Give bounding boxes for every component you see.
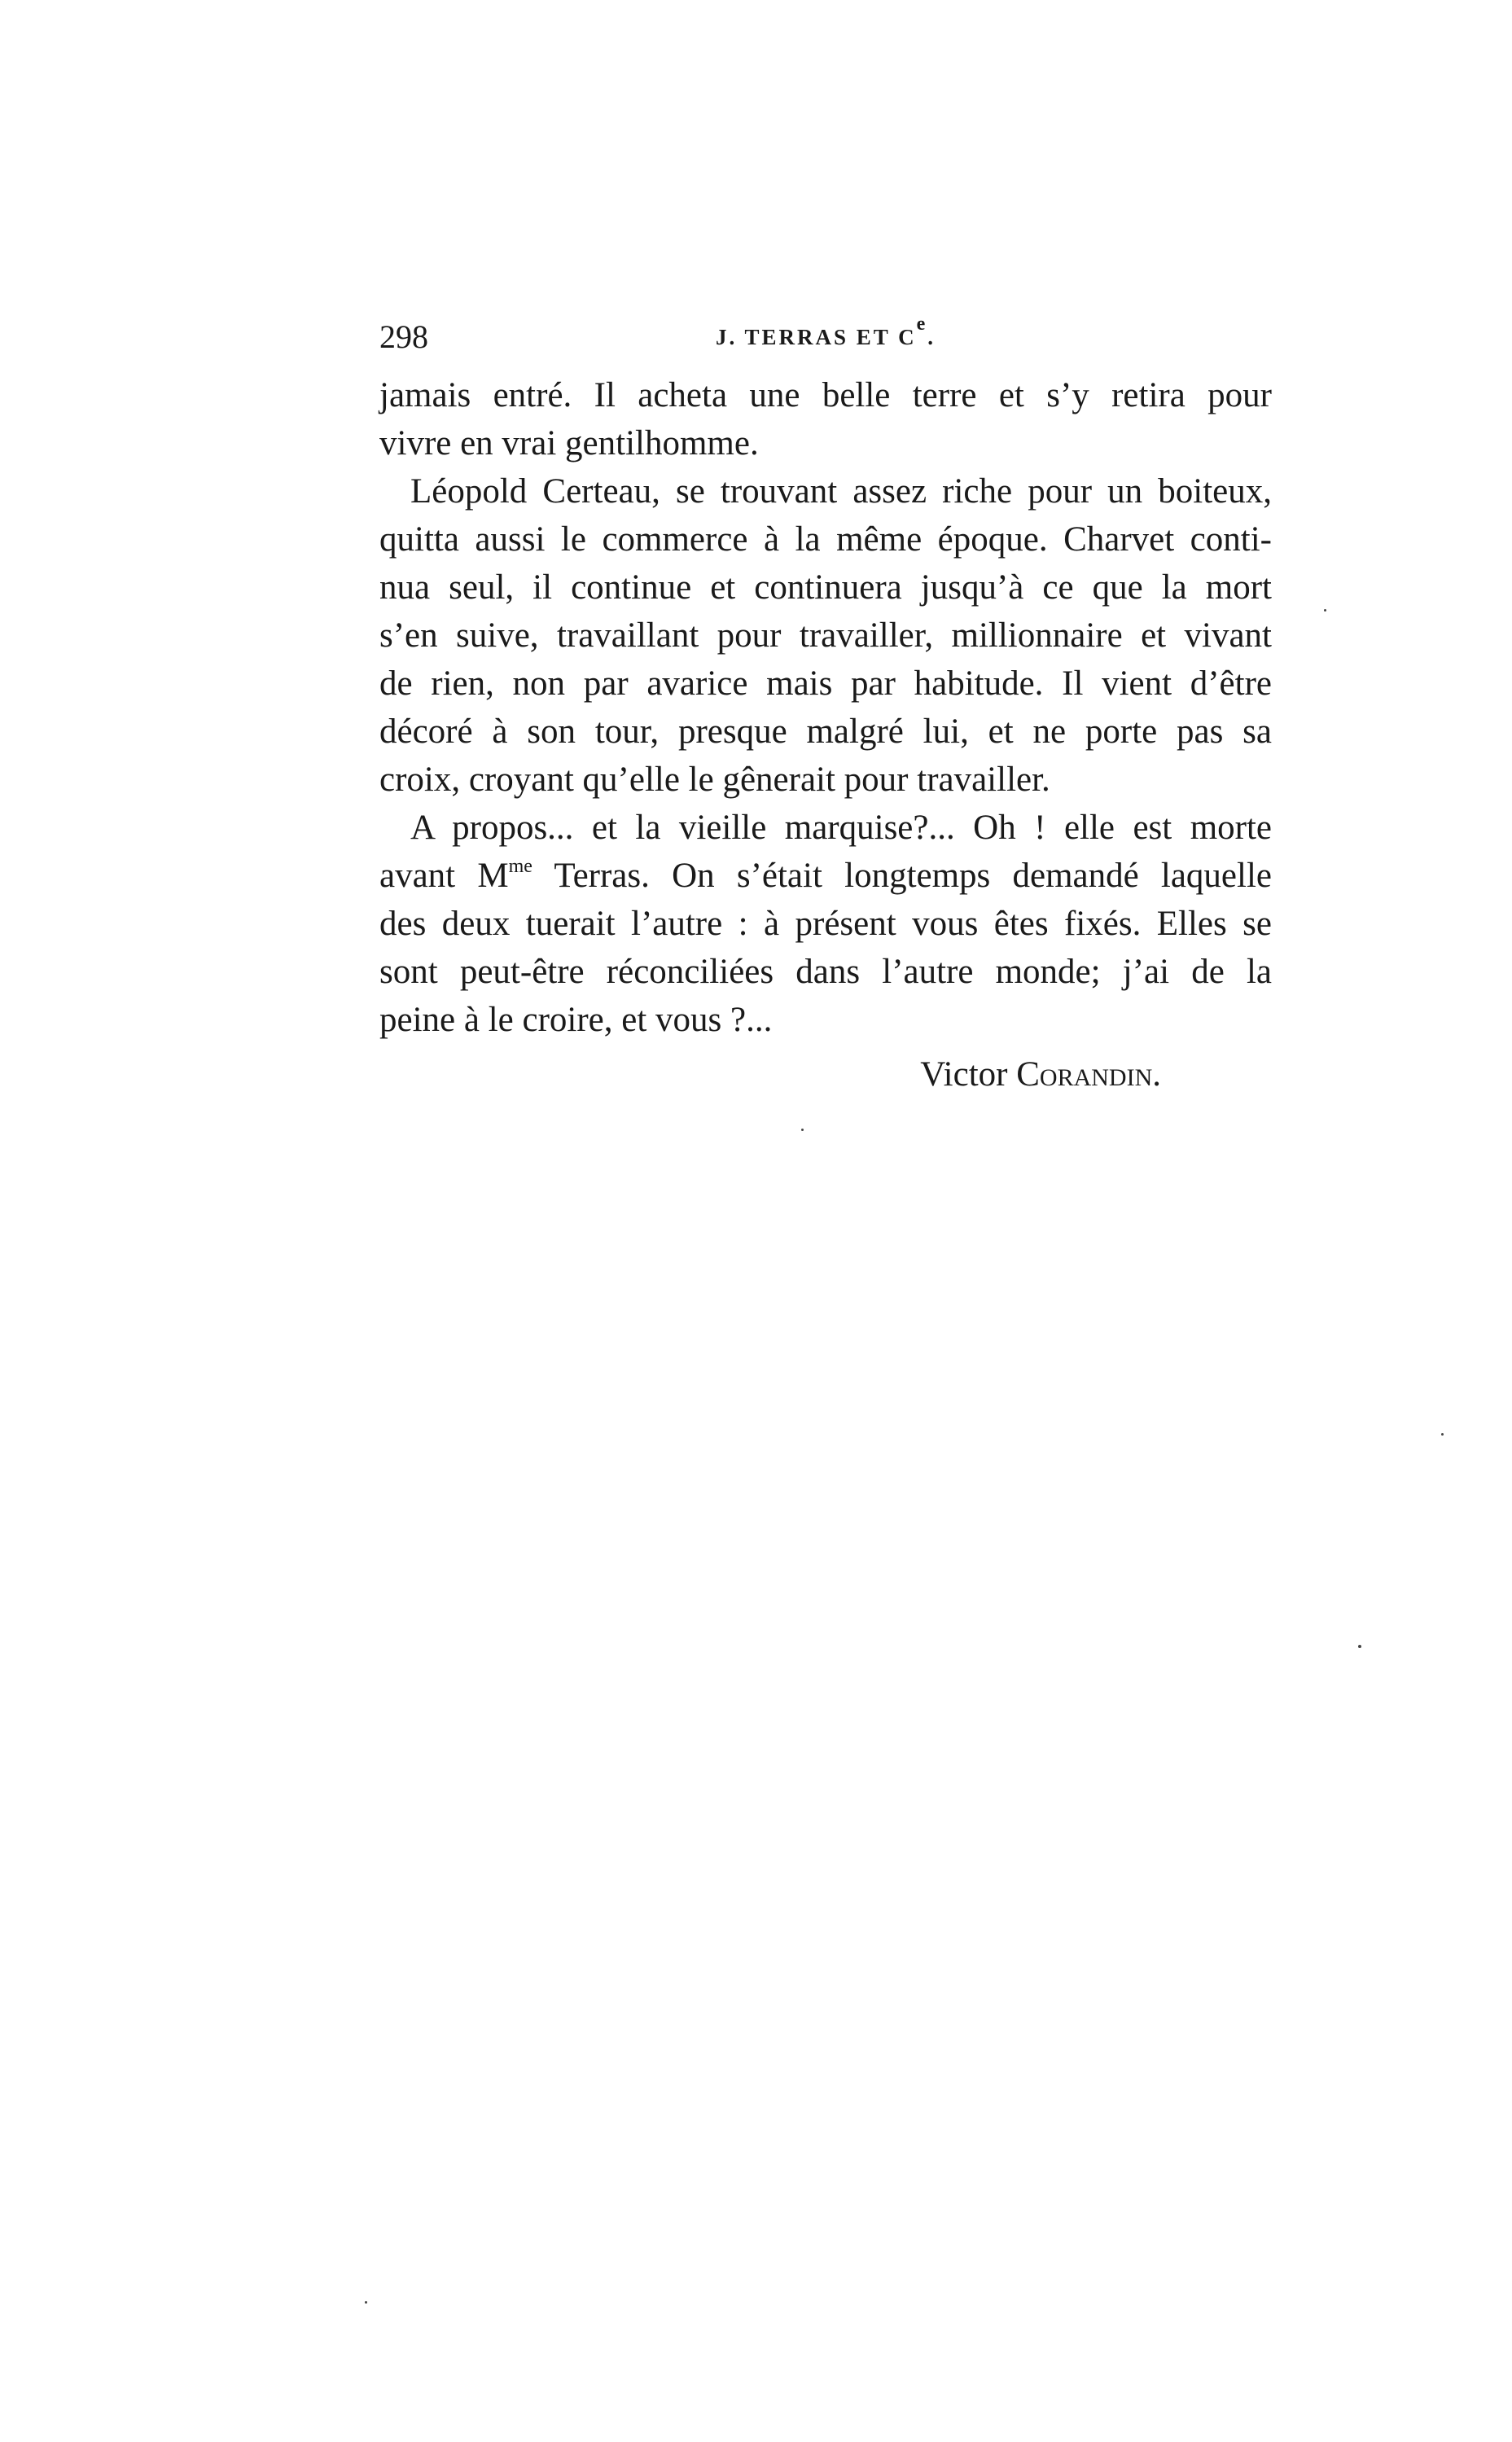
author-signature	[379, 1050, 1161, 1098]
running-title-text: J. TERRAS ET C	[716, 325, 917, 349]
text-line: vivre en vrai gentilhomme.	[379, 424, 759, 463]
signature-period: .	[1152, 1055, 1161, 1094]
text-line: des deux tuerait l’autre : à présent vous êtes fixés. Elles se	[379, 905, 1272, 943]
text-line: quitta aussi le commerce à la même époque. Charvet conti-	[379, 520, 1272, 559]
text-fragment: avant M	[379, 857, 509, 895]
running-title	[379, 313, 1272, 358]
text-line: de rien, non par avarice mais par habitude. Il vient d’être	[379, 664, 1272, 703]
scan-speck	[1441, 1433, 1444, 1436]
text-line: sont peut-être réconciliées dans l’autre monde; j’ai de la	[379, 953, 1272, 991]
scan-speck	[365, 2301, 367, 2304]
text-fragment: Terras. On s’était longtemps demandé laquelle	[532, 857, 1272, 895]
text-line: Léopold Certeau, se trouvant assez riche pour un boiteux,	[410, 472, 1272, 511]
text-line: nua seul, il continue et continuera jusqu’à ce que la mort	[379, 568, 1272, 607]
text-line: A propos... et la vieille marquise?... Oh ! elle est morte	[410, 809, 1272, 847]
scan-speck	[801, 1129, 804, 1131]
text-line: décoré à son tour, presque malgré lui, et ne porte pas sa	[379, 712, 1272, 751]
text-line: peine à le croire, et vous ?...	[379, 1001, 773, 1039]
body-text	[379, 371, 1272, 1044]
running-title-period: .	[927, 325, 936, 349]
text-line	[379, 852, 1272, 900]
superscript: me	[508, 856, 532, 877]
author-last-name: Corandin	[1016, 1055, 1153, 1094]
author-first-name: Victor	[920, 1055, 1017, 1094]
text-line: s’en suive, travaillant pour travailler, millionnaire et vivant	[379, 616, 1272, 655]
scan-speck	[1358, 1645, 1361, 1648]
scan-speck	[1324, 609, 1326, 612]
running-title-superscript: e	[916, 313, 928, 335]
page-header	[379, 313, 1272, 358]
page-number: 298	[379, 318, 428, 355]
text-line: jamais entré. Il acheta une belle terre et s’y retira pour	[379, 376, 1272, 414]
text-line: croix, croyant qu’elle le gênerait pour travailler.	[379, 761, 1050, 799]
